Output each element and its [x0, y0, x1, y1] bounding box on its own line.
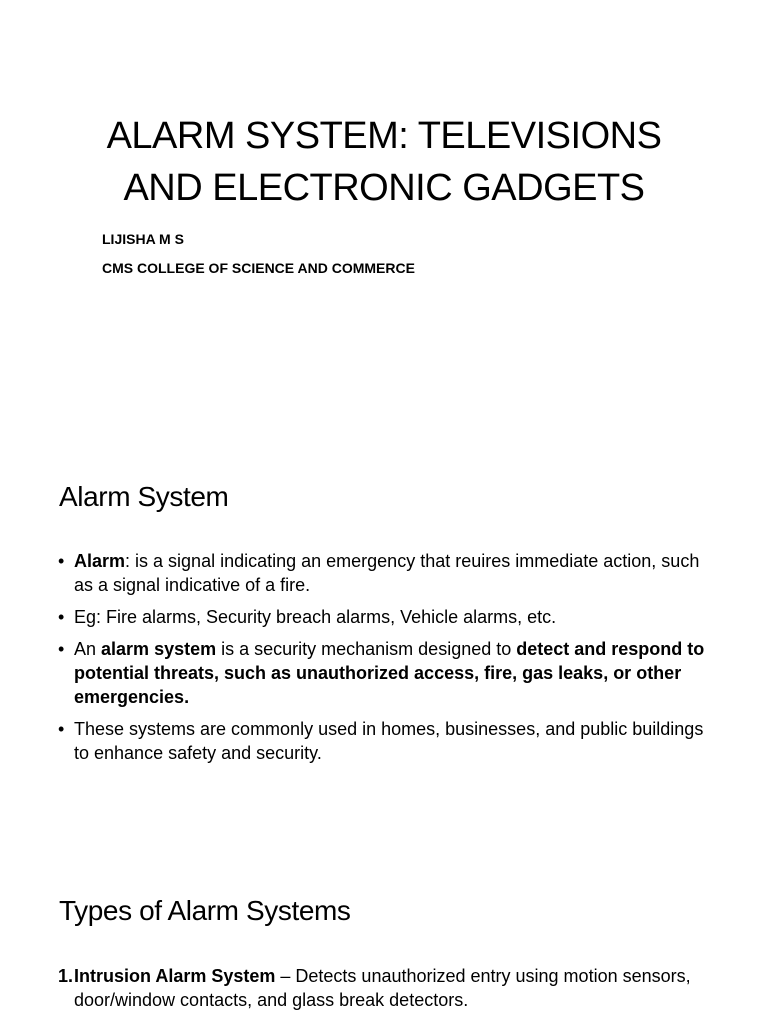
presentation-title [60, 110, 708, 214]
bullet-icon: • [58, 639, 65, 659]
item-text: – Detects unauthorized entry using motion sensors, door/window contacts, and glass break detectors. [74, 966, 691, 1010]
bullet-icon: • [58, 607, 65, 627]
bullet-text: An [74, 639, 102, 659]
bullet-item [58, 549, 708, 597]
bullet-item [58, 717, 708, 765]
numbered-item [58, 964, 708, 1012]
bullet-bold-text: Alarm [74, 551, 126, 571]
alarm-system-slide [0, 432, 768, 864]
bullet-text: These systems are commonly used in homes, businesses, and public buildings to enhance safety and security. [74, 719, 704, 763]
bullet-item [58, 637, 708, 709]
title-line-1: ALARM SYSTEM: TELEVISIONS [106, 115, 662, 157]
item-title: Intrusion Alarm System [74, 966, 276, 986]
numbered-list [58, 964, 708, 1012]
college-name: CMS COLLEGE OF SCIENCE AND COMMERCE [102, 260, 415, 276]
bullet-bold-text: detect and respond to potential threats, such as unauthorized access, fire, gas leaks, or other emergencies. [74, 639, 705, 707]
bullet-item [58, 605, 708, 629]
bullet-icon: • [58, 719, 65, 739]
title-line-2: AND ELECTRONIC GADGETS [123, 167, 645, 209]
bullet-list [58, 549, 708, 773]
title-slide [0, 0, 768, 432]
bullet-text: Eg: Fire alarms, Security breach alarms, Vehicle alarms, etc. [74, 607, 557, 627]
types-slide [0, 864, 768, 1024]
bullet-text: is a security mechanism designed to [216, 639, 517, 659]
bullet-text: : is a signal indicating an emergency that reuires immediate action, such as a signal indicative of a fire. [74, 551, 700, 595]
bullet-icon: • [58, 551, 65, 571]
bullet-bold-text: alarm system [101, 639, 217, 659]
item-number: 1. [58, 966, 74, 986]
slide-heading: Types of Alarm Systems [59, 895, 351, 926]
author-name: LIJISHA M S [102, 231, 184, 247]
slide-heading: Alarm System [59, 481, 229, 512]
